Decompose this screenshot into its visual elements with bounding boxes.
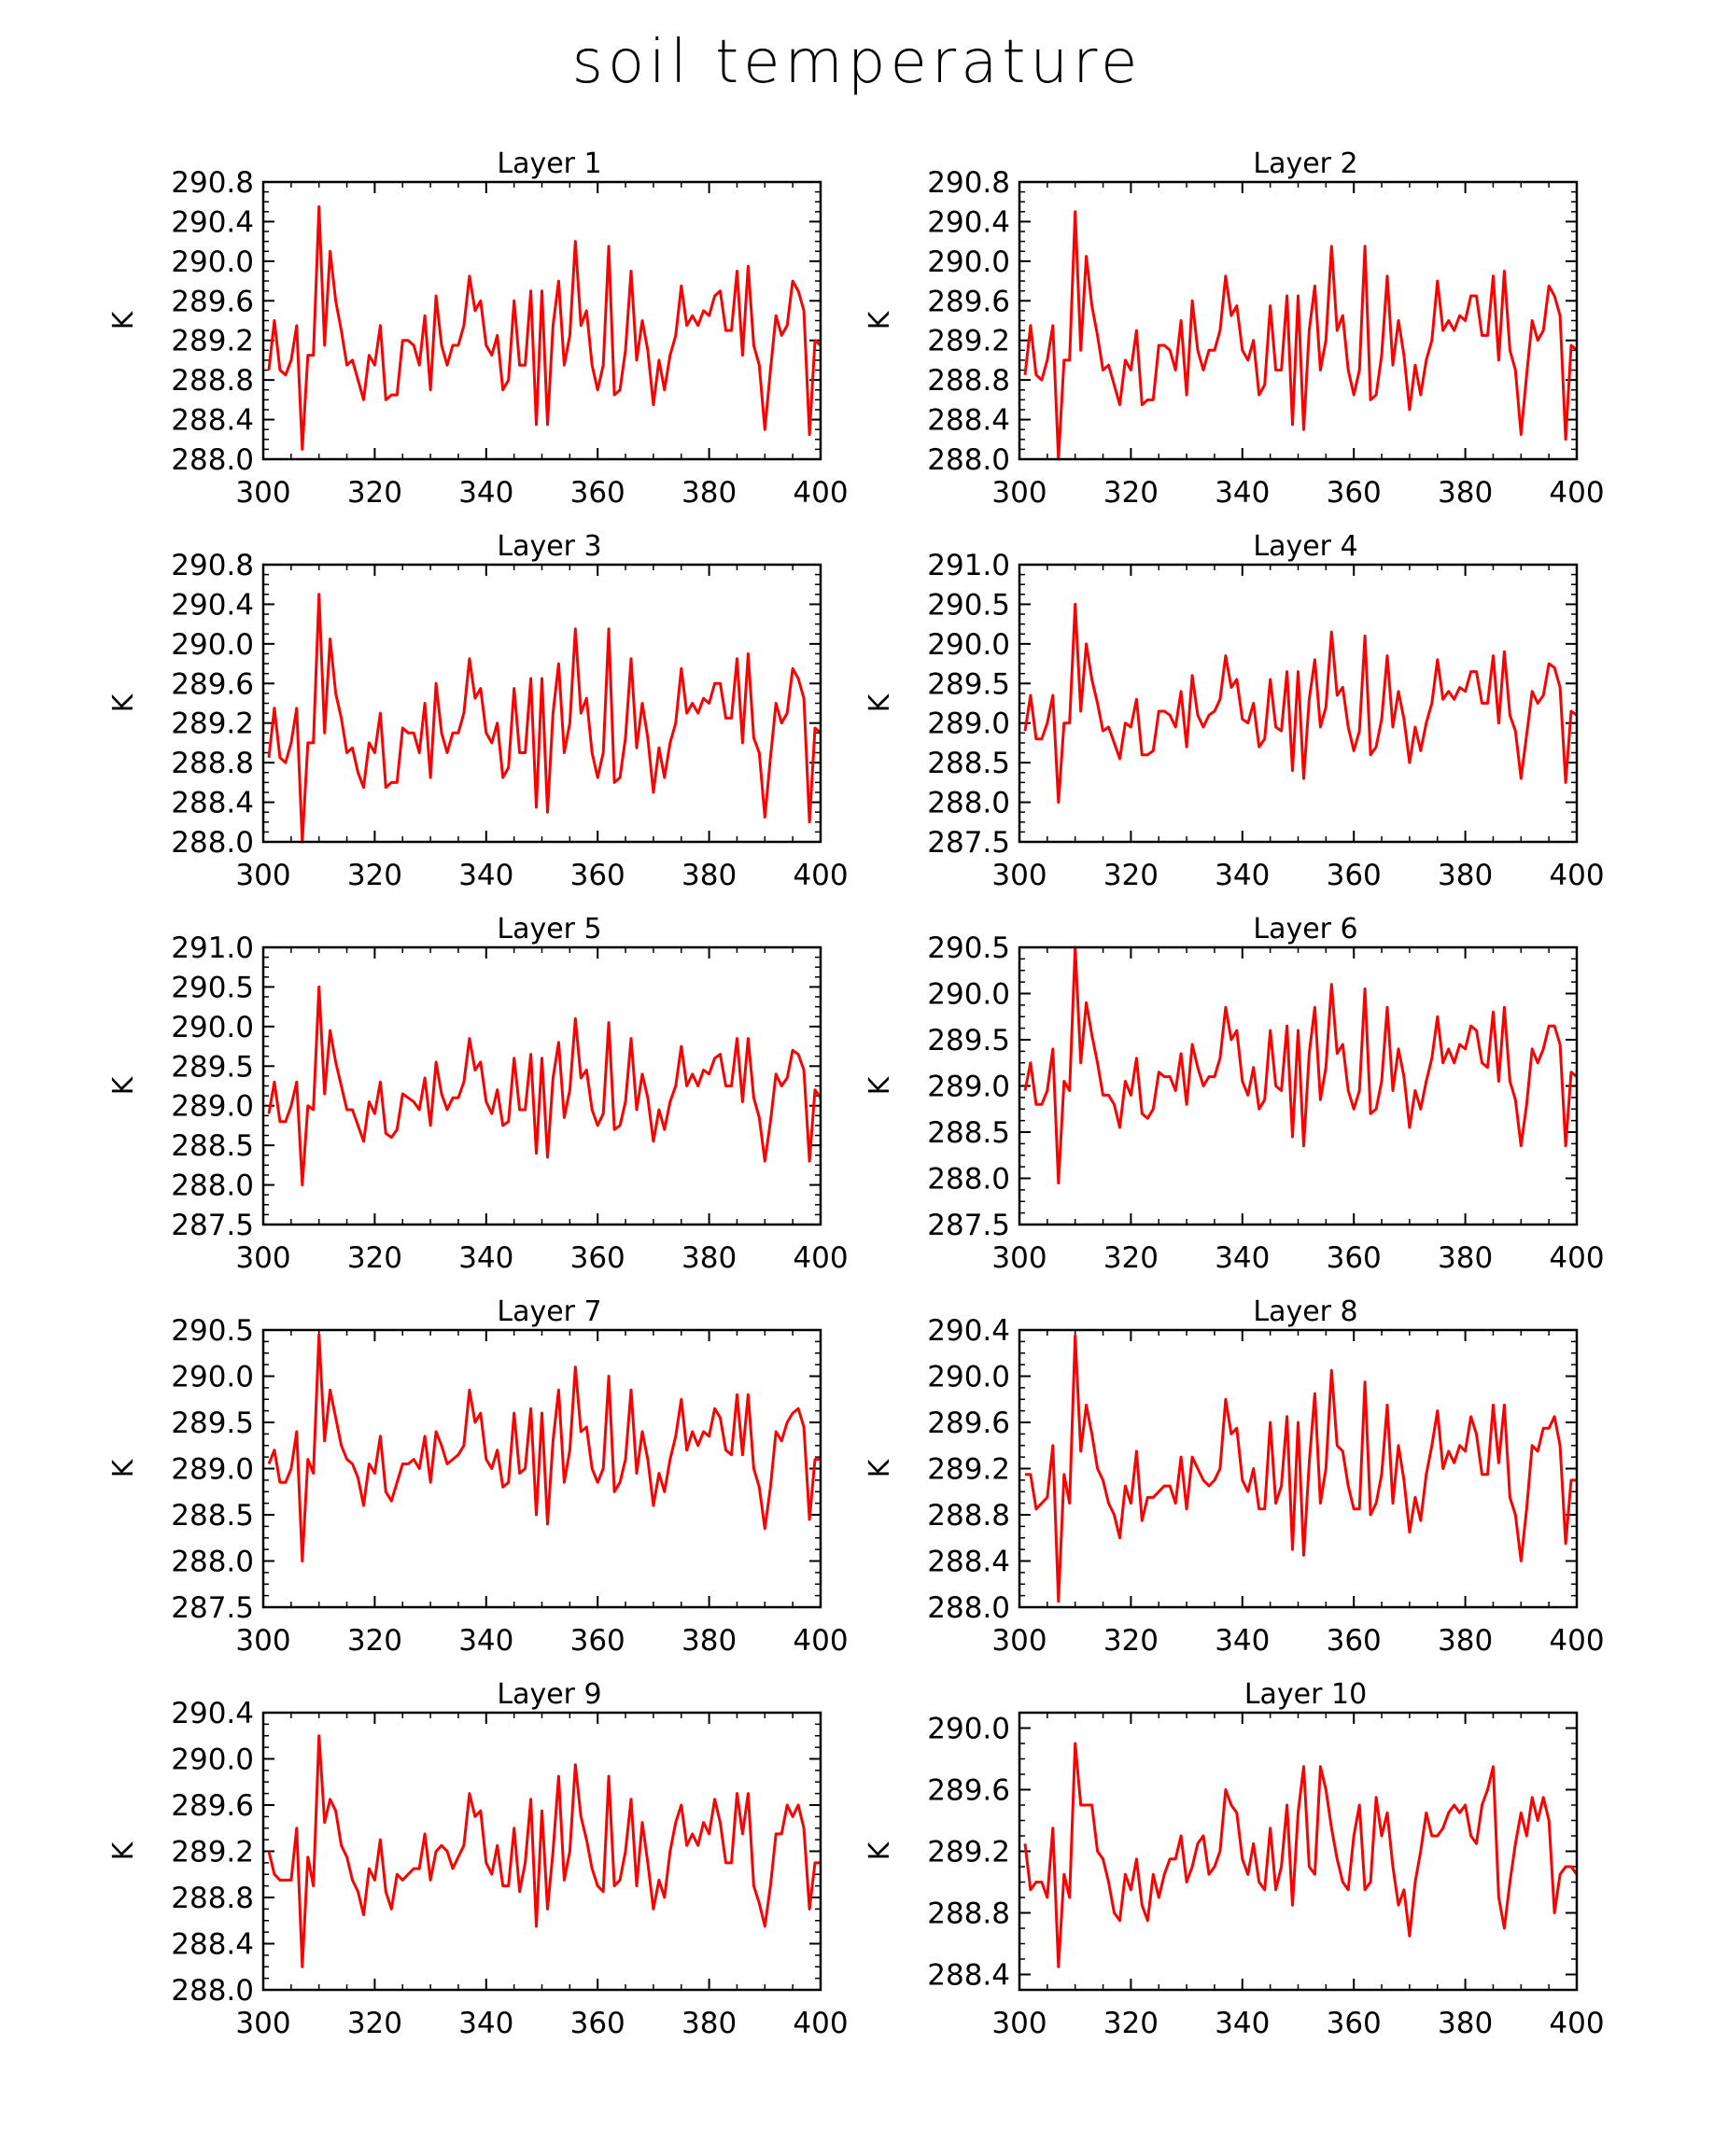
y-axis-label: K: [864, 311, 896, 330]
plot-frame: [263, 1713, 821, 1990]
y-tick-label: 288.4: [927, 1545, 1010, 1579]
x-tick-label: 300: [991, 1241, 1047, 1275]
y-axis-label: K: [107, 1841, 140, 1861]
y-tick-label: 287.5: [171, 1209, 254, 1242]
y-tick-label: 288.0: [171, 1169, 254, 1203]
panel-title: Layer 1: [497, 147, 602, 180]
x-tick-label: 320: [346, 476, 402, 510]
x-tick-label: 360: [1326, 859, 1382, 892]
y-tick-label: 290.8: [171, 549, 254, 582]
x-tick-label: 320: [346, 2007, 402, 2040]
y-tick-label: 288.5: [927, 747, 1010, 781]
x-tick-label: 300: [235, 2007, 291, 2040]
x-tick-label: 360: [569, 859, 625, 892]
x-tick-label: 400: [793, 476, 849, 510]
x-tick-label: 360: [1326, 2007, 1382, 2040]
y-tick-label: 290.0: [927, 977, 1010, 1012]
series-line: [269, 1736, 821, 1967]
series-line: [1025, 212, 1577, 459]
y-tick-label: 288.5: [171, 1499, 254, 1533]
y-tick-label: 289.2: [927, 1452, 1010, 1487]
panel-title: Layer 3: [497, 530, 602, 563]
y-tick-label: 290.0: [171, 627, 254, 662]
x-tick-label: 380: [681, 1241, 738, 1275]
y-tick-label: 289.5: [171, 1050, 254, 1085]
x-tick-label: 320: [346, 859, 402, 892]
y-tick-label: 289.5: [927, 1024, 1010, 1057]
x-tick-label: 300: [991, 476, 1047, 510]
panel-layer-9: [107, 1678, 849, 2040]
x-tick-label: 340: [458, 476, 514, 510]
x-tick-label: 380: [681, 476, 738, 510]
y-tick-label: 290.0: [927, 1712, 1010, 1746]
plot-frame: [1019, 1330, 1577, 1607]
x-tick-label: 320: [346, 1241, 402, 1275]
y-tick-label: 288.0: [171, 1545, 254, 1579]
panel-layer-10: [864, 1678, 1605, 2040]
panel-layer-8: [864, 1295, 1605, 1658]
panel-title: Layer 9: [497, 1678, 602, 1711]
y-tick-label: 288.0: [171, 826, 254, 860]
x-tick-label: 300: [991, 2007, 1047, 2040]
x-tick-label: 400: [1549, 859, 1605, 892]
y-tick-label: 289.2: [171, 324, 254, 358]
panel-title: Layer 7: [497, 1295, 602, 1328]
x-tick-label: 340: [1215, 1241, 1271, 1275]
y-axis-label: K: [107, 1459, 140, 1478]
panel-layer-5: [107, 913, 849, 1275]
panel-title: Layer 6: [1253, 913, 1358, 945]
panel-title: Layer 8: [1253, 1295, 1358, 1328]
x-tick-label: 300: [991, 859, 1047, 892]
x-tick-label: 340: [458, 859, 514, 892]
y-axis-label: K: [864, 1076, 896, 1096]
y-tick-label: 288.8: [171, 747, 254, 781]
y-tick-label: 291.0: [927, 549, 1010, 582]
plot-frame: [263, 947, 821, 1225]
x-tick-label: 380: [1438, 2007, 1494, 2040]
y-tick-label: 288.8: [927, 1897, 1010, 1931]
y-tick-label: 290.8: [171, 166, 254, 200]
x-tick-label: 300: [991, 1624, 1047, 1658]
y-tick-label: 290.0: [927, 245, 1010, 279]
y-tick-label: 288.0: [171, 1974, 254, 2008]
x-tick-label: 380: [1438, 1241, 1494, 1275]
x-tick-label: 320: [1103, 2007, 1159, 2040]
y-tick-label: 288.4: [171, 1927, 254, 1962]
series-line: [269, 207, 821, 450]
y-tick-label: 289.2: [171, 1835, 254, 1869]
y-tick-label: 289.6: [927, 285, 1010, 319]
y-tick-label: 289.0: [927, 707, 1010, 741]
y-tick-label: 290.0: [171, 1010, 254, 1044]
plot-frame: [1019, 947, 1577, 1225]
panel-title: Layer 5: [497, 913, 602, 945]
panel-title: Layer 2: [1253, 147, 1358, 180]
y-axis-label: K: [864, 1459, 896, 1478]
series-line: [1025, 1336, 1577, 1602]
y-tick-label: 290.0: [171, 1360, 254, 1394]
panel-title: Layer 4: [1253, 530, 1358, 563]
y-tick-label: 290.0: [171, 245, 254, 279]
y-tick-label: 289.0: [927, 1070, 1010, 1104]
x-tick-label: 380: [1438, 1624, 1494, 1658]
x-tick-label: 360: [569, 476, 625, 510]
panel-layer-2: [864, 147, 1605, 510]
x-tick-label: 380: [681, 2007, 738, 2040]
y-tick-label: 290.4: [171, 1697, 254, 1730]
y-tick-label: 290.4: [171, 205, 254, 240]
panel-layer-7: [107, 1295, 849, 1658]
y-tick-label: 288.4: [171, 786, 254, 820]
plot-frame: [1019, 565, 1577, 842]
x-tick-label: 400: [1549, 476, 1605, 510]
y-tick-label: 289.0: [171, 1089, 254, 1124]
x-tick-label: 380: [681, 859, 738, 892]
series-line: [1025, 604, 1577, 802]
y-axis-label: K: [107, 1076, 140, 1096]
y-tick-label: 287.5: [927, 826, 1010, 860]
x-tick-label: 400: [793, 1624, 849, 1658]
y-axis-label: K: [107, 693, 140, 713]
x-tick-label: 340: [1215, 859, 1271, 892]
y-tick-label: 289.2: [927, 324, 1010, 358]
x-tick-label: 380: [1438, 476, 1494, 510]
y-tick-label: 289.5: [171, 1407, 254, 1440]
x-tick-label: 320: [1103, 476, 1159, 510]
x-tick-label: 360: [569, 2007, 625, 2040]
y-tick-label: 289.6: [171, 667, 254, 702]
y-tick-label: 288.4: [171, 403, 254, 438]
y-tick-label: 290.4: [927, 205, 1010, 240]
y-tick-label: 290.5: [927, 931, 1010, 965]
x-tick-label: 320: [1103, 1624, 1159, 1658]
y-tick-label: 290.4: [927, 1314, 1010, 1348]
x-tick-label: 360: [1326, 476, 1382, 510]
plot-frame: [1019, 1713, 1577, 1990]
y-tick-label: 289.6: [171, 285, 254, 319]
y-tick-label: 290.0: [927, 627, 1010, 662]
series-line: [269, 1335, 821, 1561]
x-tick-label: 340: [458, 1624, 514, 1658]
y-axis-label: K: [864, 693, 896, 713]
x-tick-label: 400: [793, 2007, 849, 2040]
y-tick-label: 289.6: [927, 1407, 1010, 1440]
x-tick-label: 300: [235, 1241, 291, 1275]
panel-title: Layer 10: [1243, 1678, 1368, 1711]
x-tick-label: 340: [1215, 1624, 1271, 1658]
x-tick-label: 380: [681, 1624, 738, 1658]
plot-frame: [263, 1330, 821, 1607]
figure-title: soil temperature: [571, 28, 1143, 97]
y-tick-label: 289.0: [171, 1452, 254, 1487]
y-axis-label: K: [107, 311, 140, 330]
y-tick-label: 288.8: [171, 364, 254, 399]
y-tick-label: 289.5: [927, 667, 1010, 702]
y-tick-label: 288.0: [171, 443, 254, 477]
y-tick-label: 288.8: [927, 1499, 1010, 1533]
panel-layer-4: [864, 530, 1605, 892]
y-tick-label: 290.8: [927, 166, 1010, 200]
panel-layer-1: [107, 147, 849, 510]
x-tick-label: 300: [235, 1624, 291, 1658]
x-tick-label: 320: [1103, 859, 1159, 892]
y-tick-label: 287.5: [171, 1591, 254, 1625]
x-tick-label: 360: [1326, 1624, 1382, 1658]
y-tick-label: 288.5: [171, 1129, 254, 1164]
x-tick-label: 320: [346, 1624, 402, 1658]
series-line: [269, 987, 821, 1184]
y-tick-label: 289.6: [927, 1773, 1010, 1808]
y-tick-label: 291.0: [171, 931, 254, 965]
y-tick-label: 288.0: [927, 1162, 1010, 1197]
y-tick-label: 288.4: [927, 403, 1010, 438]
x-tick-label: 380: [1438, 859, 1494, 892]
panel-layer-3: [107, 530, 849, 892]
x-tick-label: 360: [1326, 1241, 1382, 1275]
y-tick-label: 288.0: [927, 786, 1010, 820]
y-tick-label: 289.2: [927, 1835, 1010, 1869]
y-tick-label: 288.5: [927, 1116, 1010, 1150]
series-line: [269, 595, 821, 842]
x-tick-label: 340: [458, 1241, 514, 1275]
x-tick-label: 360: [569, 1624, 625, 1658]
series-line: [1025, 947, 1577, 1183]
x-tick-label: 340: [458, 2007, 514, 2040]
y-tick-label: 290.5: [171, 971, 254, 1005]
y-tick-label: 290.0: [927, 1360, 1010, 1394]
x-tick-label: 300: [235, 476, 291, 510]
y-tick-label: 290.5: [171, 1314, 254, 1348]
y-tick-label: 288.0: [927, 1591, 1010, 1625]
x-tick-label: 400: [1549, 2007, 1605, 2040]
x-tick-label: 400: [793, 859, 849, 892]
x-tick-label: 340: [1215, 476, 1271, 510]
x-tick-label: 360: [569, 1241, 625, 1275]
y-tick-label: 287.5: [927, 1209, 1010, 1242]
y-axis-label: K: [864, 1841, 896, 1861]
x-tick-label: 340: [1215, 2007, 1271, 2040]
y-tick-label: 288.8: [171, 1882, 254, 1915]
x-tick-label: 400: [1549, 1624, 1605, 1658]
x-tick-label: 300: [235, 859, 291, 892]
y-tick-label: 290.4: [171, 588, 254, 623]
y-tick-label: 288.4: [927, 1958, 1010, 1993]
y-tick-label: 290.0: [171, 1743, 254, 1777]
y-tick-label: 288.0: [927, 443, 1010, 477]
y-tick-label: 288.8: [927, 364, 1010, 399]
series-line: [1025, 1743, 1577, 1967]
x-tick-label: 400: [793, 1241, 849, 1275]
y-tick-label: 289.6: [171, 1789, 254, 1823]
x-tick-label: 400: [1549, 1241, 1605, 1275]
y-tick-label: 289.2: [171, 707, 254, 741]
y-tick-label: 290.5: [927, 588, 1010, 623]
panel-layer-6: [864, 913, 1605, 1275]
x-tick-label: 320: [1103, 1241, 1159, 1275]
